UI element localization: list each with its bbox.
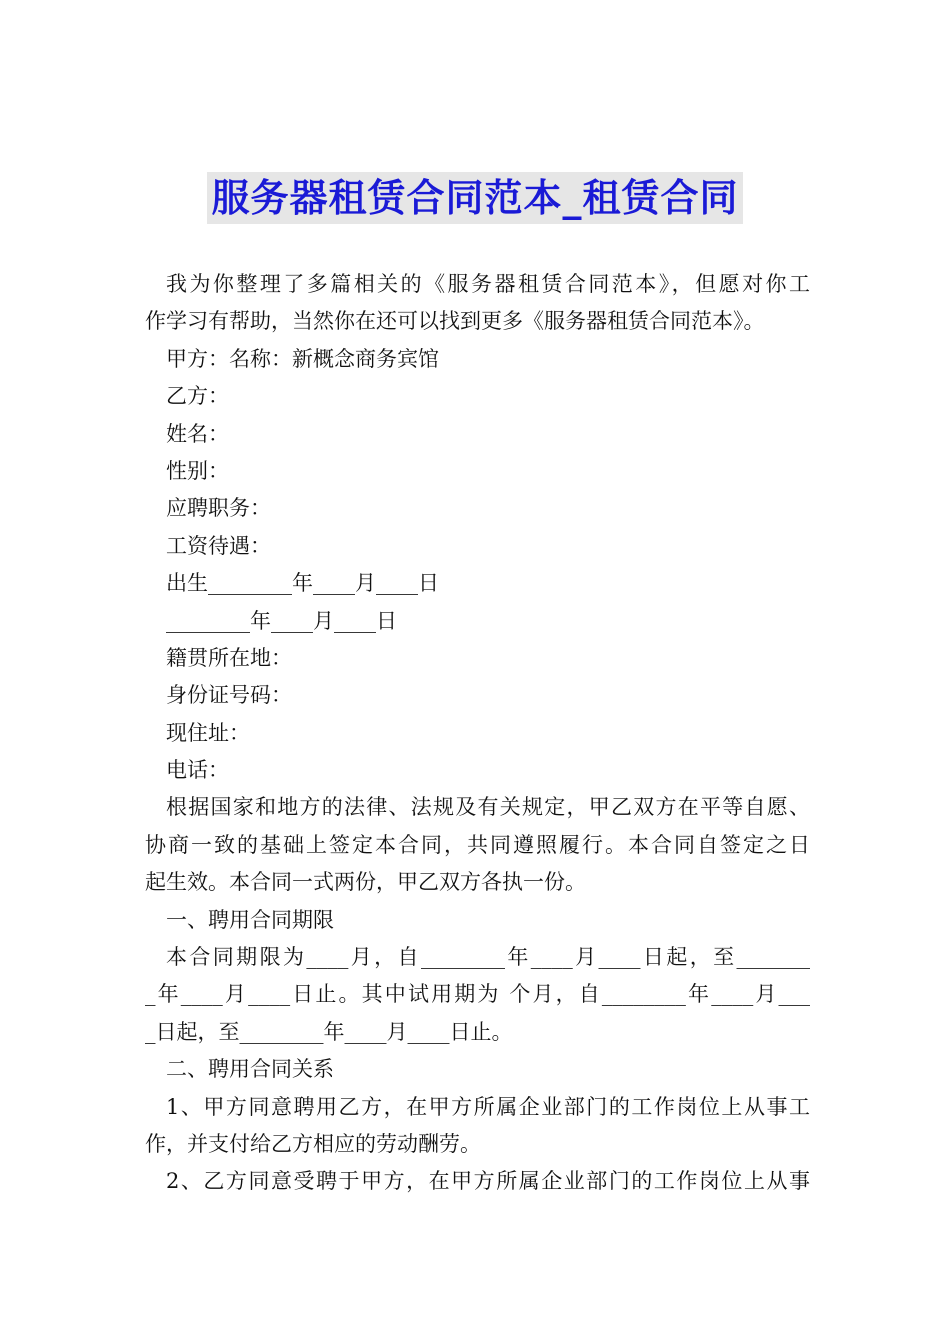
address-field: 现住址： <box>166 720 250 745</box>
preamble-line-1: 根据国家和地方的法律、法规及有关规定，甲乙双方在平等自愿、 <box>166 795 810 820</box>
section-heading-2: 二、聘用合同关系 <box>166 1057 334 1082</box>
birth-date-field: 出生________年____月____日 <box>166 571 439 596</box>
party-a-line: 甲方：名称：新概念商务宾馆 <box>166 346 439 371</box>
date-blank-line: ________年____月____日 <box>166 608 397 633</box>
clause-2-line-1: 2、乙方同意受聘于甲方，在甲方所属企业部门的工作岗位上从事 <box>166 1169 810 1194</box>
phone-field: 电话： <box>166 758 229 783</box>
position-field: 应聘职务： <box>166 496 271 521</box>
intro-line-1: 我为你整理了多篇相关的《服务器租赁合同范本》，但愿对你工 <box>166 272 810 296</box>
name-field: 姓名： <box>166 421 229 446</box>
clause-1-line-2: 作，并支付给乙方相应的劳动酬劳。 <box>145 1131 481 1156</box>
id-number-field: 身份证号码： <box>166 683 292 708</box>
preamble-line-2: 协商一致的基础上签定本合同，共同遵照履行。本合同自签定之日 <box>145 832 810 857</box>
document-body <box>145 266 810 1201</box>
section-heading-1: 一、聘用合同期限 <box>166 907 334 932</box>
document-title: 服务器租赁合同范本_租赁合同 <box>207 172 742 224</box>
title-container <box>0 172 950 224</box>
intro-line-2: 作学习有帮助，当然你在还可以找到更多《服务器租赁合同范本》。 <box>145 309 765 334</box>
preamble-line-3: 起生效。本合同一式两份，甲乙双方各执一份。 <box>145 870 586 895</box>
gender-field: 性别： <box>166 458 229 483</box>
salary-field: 工资待遇： <box>166 533 271 558</box>
hometown-field: 籍贯所在地： <box>166 645 292 670</box>
term-line-2: _年____月____日止。其中试用期为 个月，自________年____月___ <box>145 982 810 1007</box>
term-line-3: _日起，至________年____月____日止。 <box>145 1019 513 1044</box>
clause-1-line-1: 1、甲方同意聘用乙方，在甲方所属企业部门的工作岗位上从事工 <box>166 1094 810 1119</box>
term-line-1: 本合同期限为____月，自________年____月____日起，至_______ <box>166 945 810 970</box>
party-b-line: 乙方： <box>166 384 229 409</box>
